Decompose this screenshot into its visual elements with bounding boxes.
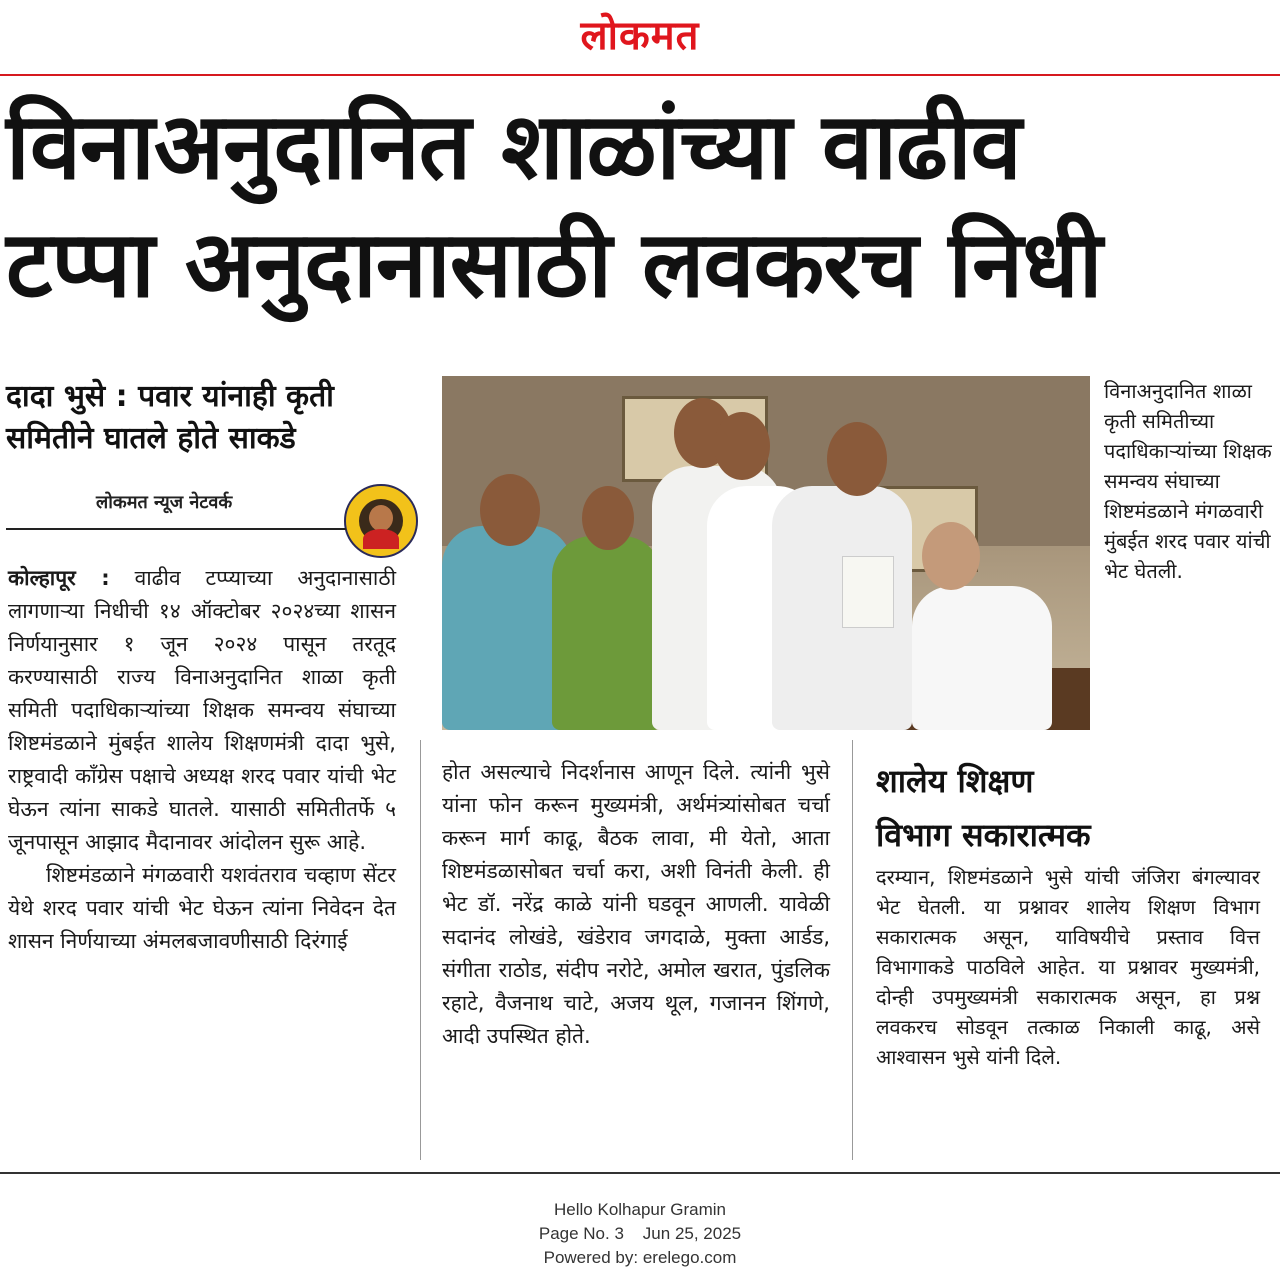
headline [6, 88, 1274, 324]
sidebar-heading-line-2: विभाग सकारात्मक [876, 816, 1091, 854]
badge-shirt [363, 529, 399, 549]
paragraph-2: शिष्टमंडळाने मंगळवारी यशवंतराव चव्हाण सेंटर येथे शरद पवार यांची भेट घेऊन त्यांना निवेदन देत शासन निर्णयाच्या अंमलबजावणीसाठी दिरंगाई [8, 863, 396, 953]
photo-memorandum [842, 556, 894, 628]
sidebar-text: दरम्यान, शिष्टमंडळाने भुसे यांची जंजिरा बंगल्यावर भेट घेतली. या प्रश्नावर शालेय शिक्षण विभाग सकारात्मक असून, याविषयीचे प्रस्ताव वित्त विभागाकडे पाठविले आहेत. या प्रश्नावर मुख्यमंत्री, दोन्ही उपमुख्यमंत्री सकारात्मक असून, हा प्रश्न लवकरच सोडवून तत्काळ निकाली काढू, असे आश्वासन भुसे यांनी दिले. [876, 865, 1260, 1069]
sidebar-heading-line-1: शालेय शिक्षण [876, 762, 1034, 800]
article-column-2 [442, 756, 830, 1053]
footer-page-date: Page No. 3 Jun 25, 2025 [538, 1224, 742, 1243]
sidebar-heading [876, 754, 1256, 862]
byline-divider [6, 528, 346, 530]
paragraph-1 [8, 562, 396, 859]
news-photo [442, 376, 1090, 730]
footer [0, 1198, 1280, 1270]
paragraph-1-text: वाढीव टप्प्याच्या अनुदानासाठी लागणाऱ्या निधीची १४ ऑक्टोबर २०२४च्या शासन निर्णयानुसार १ जून २०२४ पासून तरतूद करण्यासाठी राज्य विनाअनुदानित शाळा कृती समिती पदाधिकाऱ्यांच्या शिक्षक समन्वय संघाच्या शिष्टमंडळाने मुंबईत शालेय शिक्षणमंत्री दादा भुसे, राष्ट्रवादी काँग्रेस पक्षाचे अध्यक्ष शरद पवार यांची भेट घेऊन त्यांना साकडे घातले. यासाठी समितीतर्फे ५ जूनपासून आझाद मैदानावर आंदोलन सुरू आहे. [8, 566, 397, 854]
photo-head-2 [582, 486, 634, 550]
column-divider-1 [420, 740, 421, 1160]
badge-face [369, 505, 393, 531]
badge-portrait [359, 499, 403, 543]
headline-line-2: टप्पा अनुदानासाठी लवकरच निधी [6, 211, 1102, 318]
watermark-badge [344, 484, 418, 558]
photo-caption: विनाअनुदानित शाळा कृती समितीच्या पदाधिकाऱ्यांच्या शिक्षक समन्वय संघाच्या शिष्टमंडळाने मंगळवारी मुंबईत शरद पवार यांची भेट घेतली. [1104, 379, 1272, 583]
newspaper-logo: लोकमत [580, 12, 700, 59]
article-column-1 [8, 562, 396, 958]
subheadline: दादा भुसे : पवार यांनाही कृती समितीने घातले होते साकडे [6, 379, 334, 456]
column-divider-2 [852, 740, 853, 1160]
sidebar-column [876, 862, 1260, 1072]
footer-edition: Hello Kolhapur Gramin [554, 1200, 726, 1219]
headline-line-1: विनाअनुदानित शाळांच्या वाढीव [6, 93, 1021, 200]
photo-head-5 [827, 422, 887, 496]
masthead-divider [0, 74, 1280, 76]
photo-head-4 [714, 412, 770, 480]
photo-head-1 [480, 474, 540, 546]
photo-person-seated [912, 586, 1052, 730]
footer-divider [0, 1172, 1280, 1174]
photo-head-seated [922, 522, 980, 590]
column-2-text: होत असल्याचे निदर्शनास आणून दिले. त्यांनी भुसे यांना फोन करून मुख्यमंत्री, अर्थमंत्र्यांसोबत चर्चा करून मार्ग काढू, बैठक लावा, मी येतो, आता शिष्टमंडळासोबत चर्चा करा, अशी विनंती केली. ही भेट डॉ. नरेंद्र काळे यांनी घडवून आणली. यावेळी सदानंद लोखंडे, खंडेराव जगदाळे, मुक्ता आर्डड, संगीता राठोड, संदीप नरोटे, अमोल खरात, पुंडलिक रहाटे, वैजनाथ चाटे, अजय थूल, गजानन शिंगणे, आदी उपस्थित होते. [442, 760, 830, 1048]
footer-powered-by: Powered by: erelego.com [543, 1248, 737, 1267]
byline: लोकमत न्यूज नेटवर्क [96, 492, 233, 513]
dateline-place: कोल्हापूर : [8, 566, 110, 590]
photo-person-2 [552, 536, 662, 730]
